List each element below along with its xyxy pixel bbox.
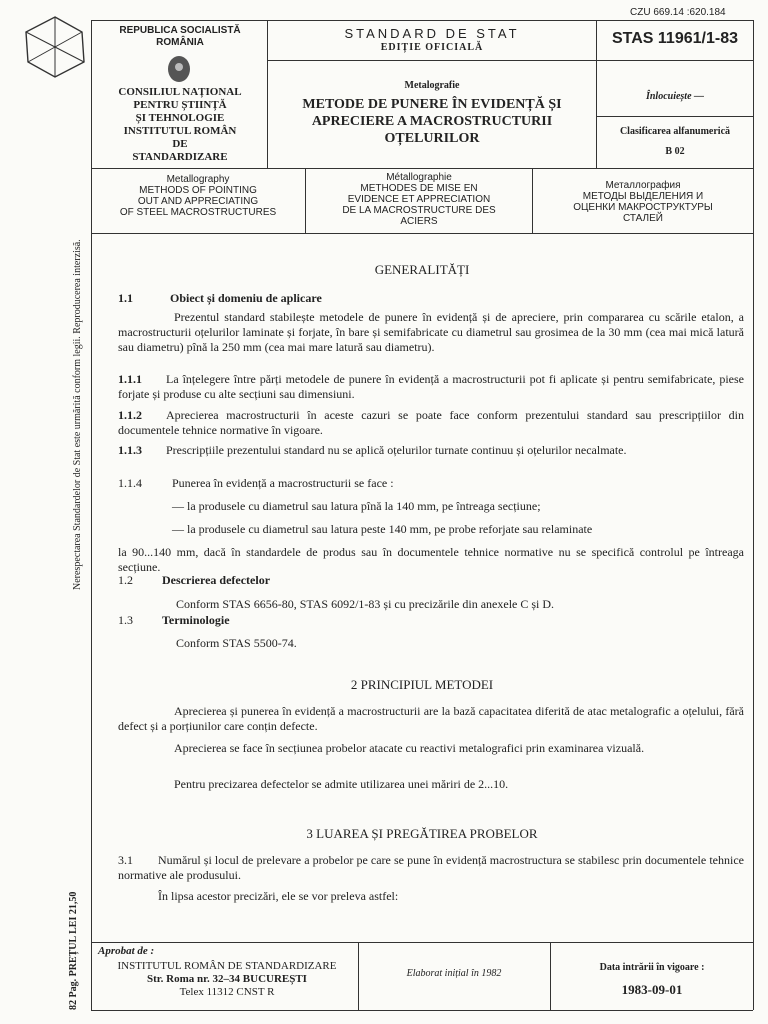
elaborated: Elaborat inițial în 1982 xyxy=(406,968,502,979)
classification-label: Clasificarea alfanumerică xyxy=(619,126,731,137)
effective-date: 1983-09-01 xyxy=(621,982,683,997)
section-number: 1.1.4 xyxy=(118,476,142,490)
section-number: 1.1.3 xyxy=(118,443,142,457)
section-number: 1.1.2 xyxy=(118,408,142,422)
paragraph: Prezentul standard stabilește metodele de punere în evidență și de apreciere, prin compararea cu scările etalon, a macrostructurii oțelurilor laminate și forjate, în bare și semifabricate cu diametrul sau grosimea de la 30 mm (cea mai mică latură sau diametru) pînă la 250 mm (cea mai mare latură sau diametru). xyxy=(118,310,744,354)
coat-of-arms-icon xyxy=(166,55,192,83)
classification-value: B 02 xyxy=(665,146,685,157)
org-country: REPUBLICA SOCIALISTĂ ROMÂNIA xyxy=(119,25,241,48)
replaces: Înlocuiește — xyxy=(645,91,705,102)
section-3-title: 3 LUAREA ȘI PREGĂTIREA PROBELOR xyxy=(306,826,538,841)
title-ru: Металлография МЕТОДЫ ВЫДЕЛЕНИЯ И ОЦЕНКИ МАКРОСТРУКТУРЫ СТАЛЕЙ xyxy=(573,180,713,224)
paragraph: Aprecierea și punerea în evidență a macrostructurii are la bază capacitatea diferită de atac metalografic a oțelului, fără defect și a porțiunilor care conțin defecte. xyxy=(118,704,744,733)
paragraph: Aprecierea se face în secțiunea probelor atacate cu reactivi metalografici prin examinarea vizuală. xyxy=(174,741,645,755)
paragraph: La înțelegere între părți metodele de punere în evidență a macrostructurii pot fi aplicate și pentru semifabricate, piese forjate și produse cu alte secțiuni sau dimensiuni. xyxy=(118,372,744,401)
effective-label: Data intrării în vigoare : xyxy=(599,962,705,973)
domain: Metalografie xyxy=(404,80,460,91)
paragraph: Punerea în evidență a macrostructurii se face : xyxy=(172,476,394,490)
approved-label: Aprobat de : xyxy=(98,945,155,957)
section-general-title: GENERALITĂȚI xyxy=(374,262,470,277)
section-number: 1.3 xyxy=(118,613,133,627)
paragraph: Conform STAS 5500-74. xyxy=(176,636,297,650)
section-number: 1.2 xyxy=(118,573,133,587)
paragraph: În lipsa acestor precizări, ele se vor preleva astfel: xyxy=(158,889,399,903)
list-item: — la produsele cu diametrul sau latura pînă la 140 mm, pe întreaga secțiune; xyxy=(172,499,541,513)
paragraph: Pentru precizarea defectelor se admite utilizarea unei măriri de 2...10. xyxy=(174,777,509,791)
section-number: 3.1 xyxy=(118,853,133,867)
stamp-icon xyxy=(22,14,88,80)
paragraph: la 90...140 mm, dacă în standardele de produs sau în documentele tehnice normative nu se specifică controlul pe întreaga secțiune. xyxy=(118,545,744,574)
paragraph: Prescripțiile prezentului standard nu se aplică oțelurilor turnate continuu și oțelurilor necalmate. xyxy=(166,443,627,457)
document-title: METODE DE PUNERE ÎN EVIDENȚĂ ȘI APRECIERE A MACROSTRUCTURII OȚELURILOR xyxy=(302,97,562,146)
std-title: STANDARD DE STAT xyxy=(344,26,520,41)
paragraph: Aprecierea macrostructurii în aceste cazuri se poate face conform prezentului standard sau prescripțiilor din documentele tehnice normative în vigoare. xyxy=(118,408,744,437)
udc-code: CZU 669.14 :620.184 xyxy=(630,7,726,18)
list-item: — la produsele cu diametrul sau latura peste 140 mm, pe probe reforjate sau relaminate xyxy=(172,522,593,536)
title-fr: Métallographie METHODES DE MISE EN EVIDENCE ET APPRECIATION DE LA MACROSTRUCTURE DES ACIERS xyxy=(342,172,496,227)
section-title: Descrierea defectelor xyxy=(162,573,271,587)
title-en: Metallography METHODS OF POINTING OUT AND APPRECIATING OF STEEL MACROSTRUCTURES xyxy=(119,174,277,218)
section-title: Terminologie xyxy=(162,613,230,627)
section-number: 1.1 xyxy=(118,291,133,305)
org-name: CONSILIUL NAȚIONAL PENTRU ȘTIINȚĂ ȘI TEHNOLOGIE INSTITUTUL ROMÂN DE STANDARDIZARE xyxy=(118,86,242,163)
section-number: 1.1.1 xyxy=(118,372,142,386)
edition: EDIȚIE OFICIALĂ xyxy=(380,42,484,53)
approver-address: INSTITUTUL ROMÂN DE STANDARDIZARE Str. Roma nr. 32–34 BUCUREȘTI Telex 11312 CNST R xyxy=(117,960,337,998)
paragraph: Numărul și locul de prelevare a probelor pe care se pune în evidență macrostructura se stabilesc prin documentele tehnice normative ale produsului. xyxy=(118,853,744,882)
side-price: 82 Pag. PREȚUL LEI 21,50 xyxy=(68,891,79,1010)
section-2-title: 2 PRINCIPIUL METODEI xyxy=(350,677,494,692)
side-notice: Nerespectarea Standardelor de Stat este urmărită conform legii. Reproducerea interzisă. xyxy=(72,239,83,590)
paragraph: Conform STAS 6656-80, STAS 6092/1-83 și cu precizările din anexele C și D. xyxy=(176,597,555,611)
std-code: STAS 11961/1-83 xyxy=(611,30,738,47)
section-title: Obiect și domeniu de aplicare xyxy=(170,291,322,305)
